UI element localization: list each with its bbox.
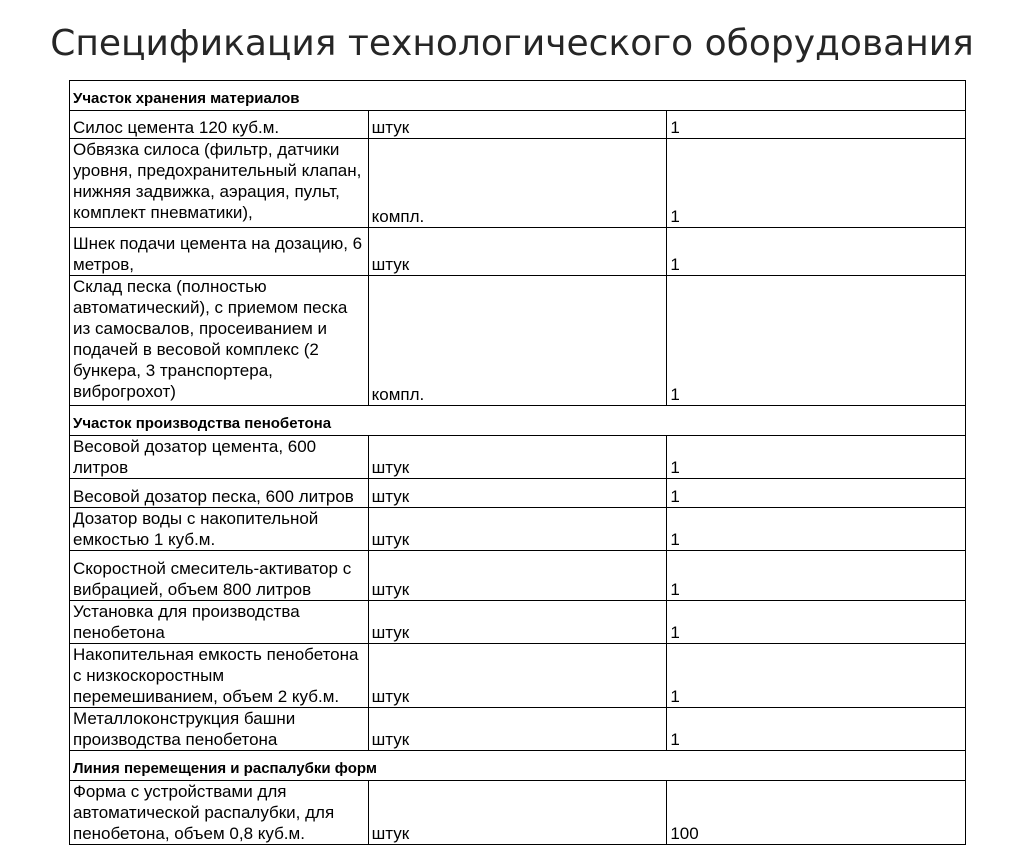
table-row [70,228,966,276]
section-heading: Участок производства пенобетона [70,406,966,436]
item-unit: штук [368,436,667,479]
item-name: Установка для производства пенобетона [70,601,369,644]
section-header-row [70,406,966,436]
item-qty: 1 [667,139,966,228]
section-header-row [70,81,966,111]
item-unit: компл. [368,139,667,228]
section-heading: Линия перемещения и распалубки форм [70,751,966,781]
item-qty: 1 [667,601,966,644]
specification-table [69,80,966,845]
item-name: Форма с устройствами для автоматической распалубки, для пенобетона, объем 0,8 куб.м. [70,781,369,845]
item-qty: 100 [667,781,966,845]
item-unit: штук [368,781,667,845]
item-name: Накопительная емкость пенобетона с низкоскоростным перемешиванием, объем 2 куб.м. [70,644,369,708]
item-name: Обвязка силоса (фильтр, датчики уровня, предохранительный клапан, нижняя задвижка, аэрация, пульт, комплект пневматики), [70,139,369,228]
item-name: Скоростной смеситель-активатор с вибрацией, объем 800 литров [70,551,369,601]
table-row [70,479,966,508]
table-row [70,111,966,139]
item-name: Силос цемента 120 куб.м. [70,111,369,139]
table-row [70,551,966,601]
item-name: Металлоконструкция башни производства пенобетона [70,708,369,751]
table-row [70,708,966,751]
item-unit: штук [368,228,667,276]
item-qty: 1 [667,111,966,139]
item-name: Весовой дозатор песка, 600 литров [70,479,369,508]
table-row [70,508,966,551]
item-name: Шнек подачи цемента на дозацию, 6 метров, [70,228,369,276]
item-name: Склад песка (полностью автоматический), с приемом песка из самосвалов, просеиванием и подачей в весовой комплекс (2 бункера, 3 транспортера, виброгрохот) [70,276,369,406]
item-unit: штук [368,708,667,751]
item-qty: 1 [667,508,966,551]
section-heading: Участок хранения материалов [70,81,966,111]
table-row [70,139,966,228]
item-unit: штук [368,479,667,508]
table-row [70,276,966,406]
item-qty: 1 [667,276,966,406]
table-row [70,644,966,708]
table-row [70,601,966,644]
page-title: Спецификация технологического оборудования [50,23,974,64]
item-qty: 1 [667,551,966,601]
item-unit: штук [368,551,667,601]
table-row [70,781,966,845]
item-unit: штук [368,111,667,139]
item-unit: штук [368,601,667,644]
item-qty: 1 [667,436,966,479]
section-header-row [70,751,966,781]
item-qty: 1 [667,479,966,508]
item-unit: штук [368,508,667,551]
item-qty: 1 [667,228,966,276]
item-name: Дозатор воды с накопительной емкостью 1 куб.м. [70,508,369,551]
table-row [70,436,966,479]
item-qty: 1 [667,644,966,708]
item-qty: 1 [667,708,966,751]
item-unit: штук [368,644,667,708]
item-unit: компл. [368,276,667,406]
item-name: Весовой дозатор цемента, 600 литров [70,436,369,479]
